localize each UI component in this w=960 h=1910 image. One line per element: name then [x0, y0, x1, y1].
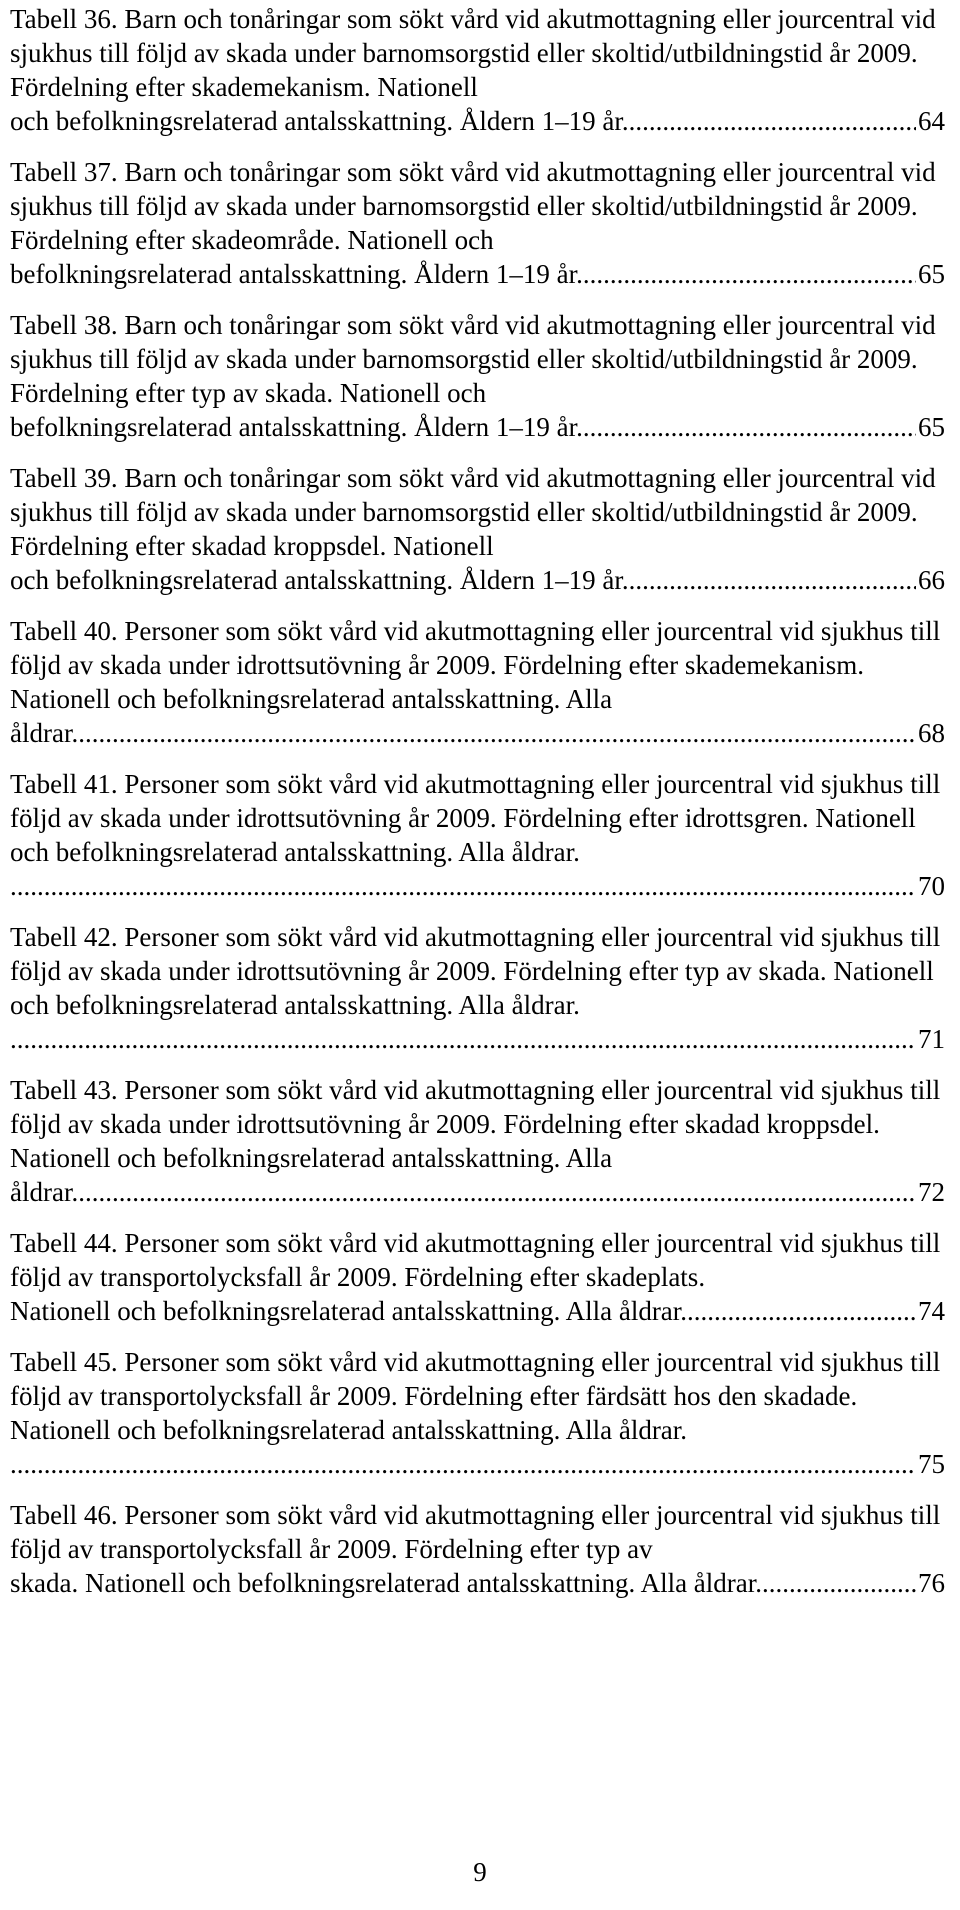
toc-entry-text: Tabell 36. Barn och tonåringar som sökt vård vid akutmottagning eller jourcentral vid sjukhus till följd av skada under barnomsorgstid eller skoltid/utbildningstid år 2009. Fördelning efter skademekanism. Nationell [10, 4, 936, 102]
toc-entry-text: Tabell 44. Personer som sökt vård vid akutmottagning eller jourcentral vid sjukhus till följd av transportolycksfall år 2009. Fördelning efter skadeplats. [10, 1228, 941, 1292]
dot-leader [78, 1175, 916, 1209]
toc-entry-tabell-46[interactable] [10, 1498, 945, 1600]
dot-leader [629, 104, 916, 138]
dot-leader [583, 410, 916, 444]
toc-entry-last-line [10, 563, 945, 597]
dot-leader [10, 1022, 916, 1056]
toc-entry-last-line [10, 410, 945, 444]
toc-entry-last-line [10, 1566, 945, 1600]
dot-leader [583, 257, 916, 291]
toc-entry-last-line [10, 104, 945, 138]
toc-entry-last-line [10, 257, 945, 291]
toc-entry-last-line [10, 716, 945, 750]
toc-entry-text: Tabell 38. Barn och tonåringar som sökt vård vid akutmottagning eller jourcentral vid sjukhus till följd av skada under barnomsorgstid eller skoltid/utbildningstid år 2009. Fördelning efter typ av skada. Nationell och [10, 310, 936, 408]
toc-entry-tabell-37[interactable] [10, 155, 945, 291]
toc-entry-text: Tabell 45. Personer som sökt vård vid akutmottagning eller jourcentral vid sjukhus till följd av transportolycksfall år 2009. Fördelning efter färdsätt hos den skadade. Nationell och befolkningsrelaterad antalsskattning. Alla åldrar. [10, 1347, 941, 1445]
toc-entry-tabell-41[interactable] [10, 767, 945, 903]
toc-page-ref: 66 [918, 565, 945, 595]
toc-entry-tabell-40[interactable] [10, 614, 945, 750]
toc-entry-text-end: och befolkningsrelaterad antalsskattning. Åldern 1–19 år. [10, 106, 629, 136]
toc-entry-text: Tabell 37. Barn och tonåringar som sökt vård vid akutmottagning eller jourcentral vid sjukhus till följd av skada under barnomsorgstid eller skoltid/utbildningstid år 2009. Fördelning efter skadeområde. Nationell och [10, 157, 936, 255]
toc-entry-text-end: och befolkningsrelaterad antalsskattning. Åldern 1–19 år. [10, 565, 629, 595]
toc-entry-text-end: Nationell och befolkningsrelaterad antalsskattning. Alla åldrar. [10, 1296, 688, 1326]
toc-entry-tabell-45[interactable] [10, 1345, 945, 1481]
toc-entry-tabell-43[interactable] [10, 1073, 945, 1209]
toc-entry-text: Tabell 42. Personer som sökt vård vid akutmottagning eller jourcentral vid sjukhus till följd av skada under idrottsutövning år 2009. Fördelning efter typ av skada. Nationell och befolkningsrelaterad antalsskattning. Alla åldrar. [10, 922, 941, 1020]
toc-page-ref: 65 [918, 259, 945, 289]
toc-page-ref: 75 [918, 1449, 945, 1479]
toc-page-ref: 70 [918, 871, 945, 901]
toc-page-ref: 71 [918, 1024, 945, 1054]
page-number: 9 [473, 1857, 487, 1887]
dot-leader [10, 1447, 916, 1481]
toc-page-ref: 72 [918, 1177, 945, 1207]
dot-leader [687, 1294, 916, 1328]
toc-entry-tabell-39[interactable] [10, 461, 945, 597]
dot-leader [762, 1566, 916, 1600]
toc-page-ref: 74 [918, 1296, 945, 1326]
toc-entry-text: Tabell 41. Personer som sökt vård vid akutmottagning eller jourcentral vid sjukhus till följd av skada under idrottsutövning år 2009. Fördelning efter idrottsgren. Nationell och befolkningsrelaterad antalsskattning. Alla åldrar. [10, 769, 941, 867]
toc-entry-tabell-44[interactable] [10, 1226, 945, 1328]
toc-entry-last-line [10, 1022, 945, 1056]
dot-leader [629, 563, 916, 597]
toc-entry-text-end: åldrar. [10, 1177, 79, 1207]
toc-entry-tabell-42[interactable] [10, 920, 945, 1056]
dot-leader [78, 716, 916, 750]
toc-entry-last-line [10, 1175, 945, 1209]
toc-entry-text-end: skada. Nationell och befolkningsrelaterad antalsskattning. Alla åldrar. [10, 1568, 763, 1598]
toc-page-ref: 65 [918, 412, 945, 442]
dot-leader [10, 869, 916, 903]
toc-entry-last-line [10, 1447, 945, 1481]
toc-page-ref: 64 [918, 106, 945, 136]
toc-entry-last-line [10, 1294, 945, 1328]
toc-entry-text: Tabell 43. Personer som sökt vård vid akutmottagning eller jourcentral vid sjukhus till följd av skada under idrottsutövning år 2009. Fördelning efter skadad kroppsdel. Nationell och befolkningsrelaterad antalsskattning. Alla [10, 1075, 941, 1173]
toc-entry-text: Tabell 39. Barn och tonåringar som sökt vård vid akutmottagning eller jourcentral vid sjukhus till följd av skada under barnomsorgstid eller skoltid/utbildningstid år 2009. Fördelning efter skadad kroppsdel. Nationell [10, 463, 936, 561]
toc-entry-last-line [10, 869, 945, 903]
toc-entry-text-end: åldrar. [10, 718, 79, 748]
toc-page-ref: 68 [918, 718, 945, 748]
toc-entry-text: Tabell 46. Personer som sökt vård vid akutmottagning eller jourcentral vid sjukhus till följd av transportolycksfall år 2009. Fördelning efter typ av [10, 1500, 941, 1564]
toc-entry-tabell-36[interactable] [10, 2, 945, 138]
toc-entry-text-end: befolkningsrelaterad antalsskattning. Åldern 1–19 år. [10, 412, 583, 442]
toc-entry-text: Tabell 40. Personer som sökt vård vid akutmottagning eller jourcentral vid sjukhus till följd av skada under idrottsutövning år 2009. Fördelning efter skademekanism. Nationell och befolkningsrelaterad antalsskattning. Alla [10, 616, 941, 714]
toc-page-ref: 76 [918, 1568, 945, 1598]
toc-entry-text-end: befolkningsrelaterad antalsskattning. Åldern 1–19 år. [10, 259, 583, 289]
toc-entry-tabell-38[interactable] [10, 308, 945, 444]
table-of-contents [10, 2, 945, 1617]
